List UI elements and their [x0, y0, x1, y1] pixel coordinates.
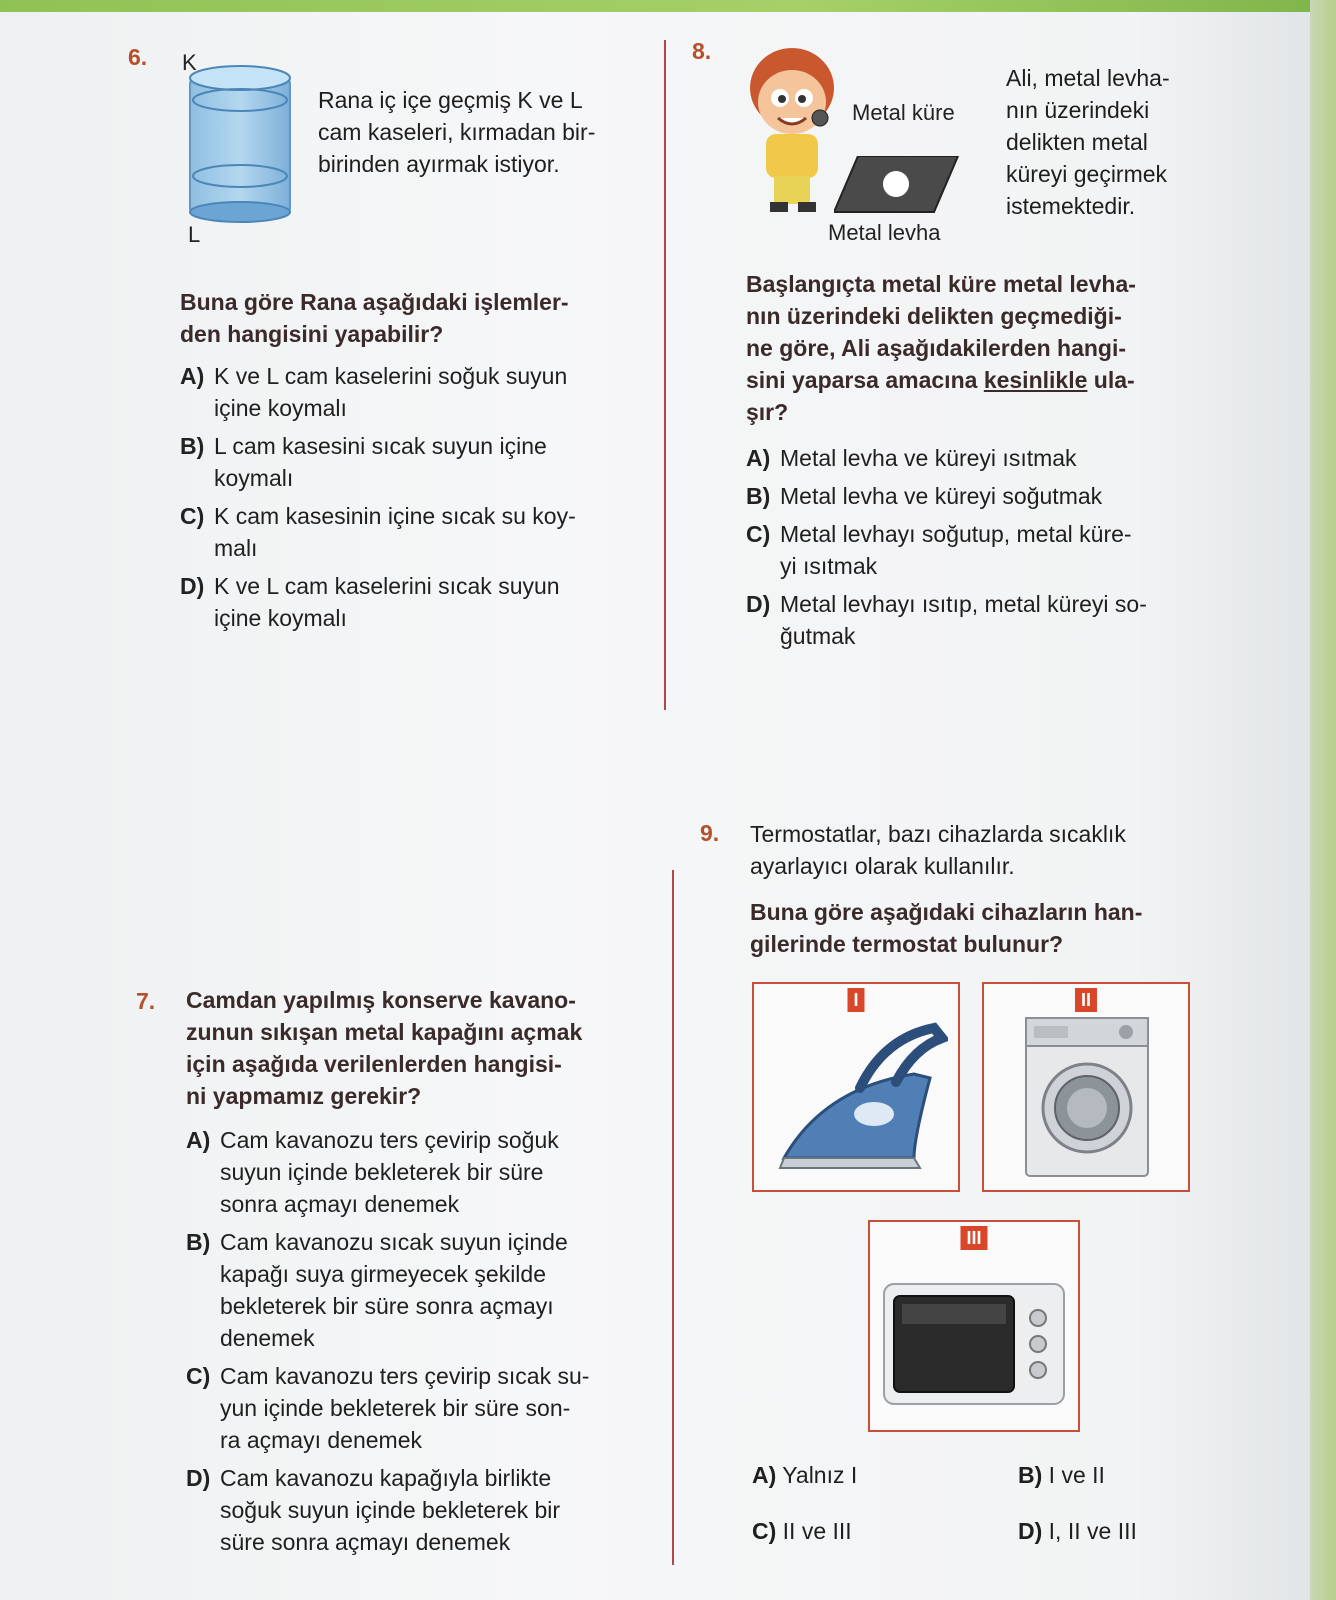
q8-question: Başlangıçta metal küre metal levha- nın üzerindeki delikten geçmediği- ne göre, Ali aşağıdakilerden hangi- sini yaparsa amacına kesinlikle ula- şır?: [746, 271, 1136, 425]
q6-question: Buna göre Rana aşağıdaki işlemler- den hangisini yapabilir?: [180, 289, 569, 347]
q6-number: 6.: [128, 44, 148, 70]
q9-answer-b[interactable]: B) I ve II: [1018, 1462, 1105, 1488]
q7-number: 7.: [136, 988, 156, 1014]
iron-icon: [764, 1018, 948, 1178]
image-tag-1: I: [847, 988, 864, 1012]
nested-bowls-illustration: [186, 64, 294, 224]
q6-option-d[interactable]: D) K ve L cam kaselerini sıcak suyun içine koymalı: [180, 573, 560, 631]
washing-machine-icon: [1022, 1014, 1152, 1180]
device-image-washing-machine: [982, 982, 1190, 1192]
q8-option-d[interactable]: D) Metal levhayı ısıtıp, metal küreyi so- ğutmak: [746, 591, 1147, 649]
q8-intro: Ali, metal levha- nın üzerindeki delikten metal küreyi geçirmek istemektedir.: [1006, 65, 1170, 219]
device-image-iron: [752, 982, 960, 1192]
q6-option-a[interactable]: A) K ve L cam kaselerini soğuk suyun içine koymalı: [180, 363, 568, 421]
q9-intro: Termostatlar, bazı cihazlarda sıcaklık ayarlayıcı olarak kullanılır.: [750, 821, 1126, 879]
q8-option-b[interactable]: B) Metal levha ve küreyi soğutmak: [746, 483, 1103, 509]
q6-intro: Rana iç içe geçmiş K ve L cam kaseleri, kırmadan bir- birinden ayırmak istiyor.: [318, 87, 596, 177]
q8-options: [746, 442, 1196, 658]
q6-options: [180, 360, 630, 640]
q8-option-a[interactable]: A) Metal levha ve küreyi ısıtmak: [746, 445, 1077, 471]
q6-label-l: L: [188, 222, 201, 247]
q7-option-c[interactable]: C) Cam kavanozu ters çevirip sıcak su- yun içinde bekleterek bir süre son- ra açmayı denemek: [186, 1363, 590, 1453]
q6-option-b[interactable]: B) L cam kasesini sıcak suyun içine koymalı: [180, 433, 547, 491]
column-divider-bottom: [672, 870, 674, 1565]
q7-options: [186, 1124, 636, 1564]
q8-label-sphere: Metal küre: [852, 100, 955, 125]
q8-number: 8.: [692, 38, 712, 64]
q7-option-a[interactable]: A) Cam kavanozu ters çevirip soğuk suyun içinde bekleterek bir süre sonra açmayı denemek: [186, 1127, 559, 1217]
q9-question: Buna göre aşağıdaki cihazların han- gilerinde termostat bulunur?: [750, 899, 1143, 957]
q6-label-k: K: [182, 50, 197, 75]
metal-plate-illustration: [834, 156, 960, 214]
top-band: [0, 0, 1336, 12]
oven-icon: [878, 1274, 1070, 1414]
q9-answer-d[interactable]: D) I, II ve III: [1018, 1518, 1137, 1544]
right-band: [1310, 0, 1336, 1600]
q6-option-c[interactable]: C) K cam kasesinin içine sıcak su koy- malı: [180, 503, 576, 561]
q7-option-d[interactable]: D) Cam kavanozu kapağıyla birlikte soğuk suyun içinde bekleterek bir süre sonra açmayı denemek: [186, 1465, 561, 1555]
image-tag-2: II: [1075, 988, 1097, 1012]
device-image-oven: [868, 1220, 1080, 1432]
image-tag-3: III: [960, 1226, 987, 1250]
q7-option-b[interactable]: B) Cam kavanozu sıcak suyun içinde kapağı suya girmeyecek şekilde bekleterek bir süre sonra açmayı denemek: [186, 1229, 568, 1351]
q9-answer-a[interactable]: A) Yalnız I: [752, 1462, 858, 1488]
q8-label-plate: Metal levha: [828, 220, 941, 245]
q8-option-c[interactable]: C) Metal levhayı soğutup, metal küre- yi ısıtmak: [746, 521, 1132, 579]
column-divider-top: [664, 40, 666, 710]
q9-answer-c[interactable]: C) II ve III: [752, 1518, 852, 1544]
q9-number: 9.: [700, 820, 720, 846]
q7-question: Camdan yapılmış konserve kavano- zunun sıkışan metal kapağını açmak için aşağıda verilenlerden hangisi- ni yapmamız gerekir?: [186, 987, 583, 1109]
